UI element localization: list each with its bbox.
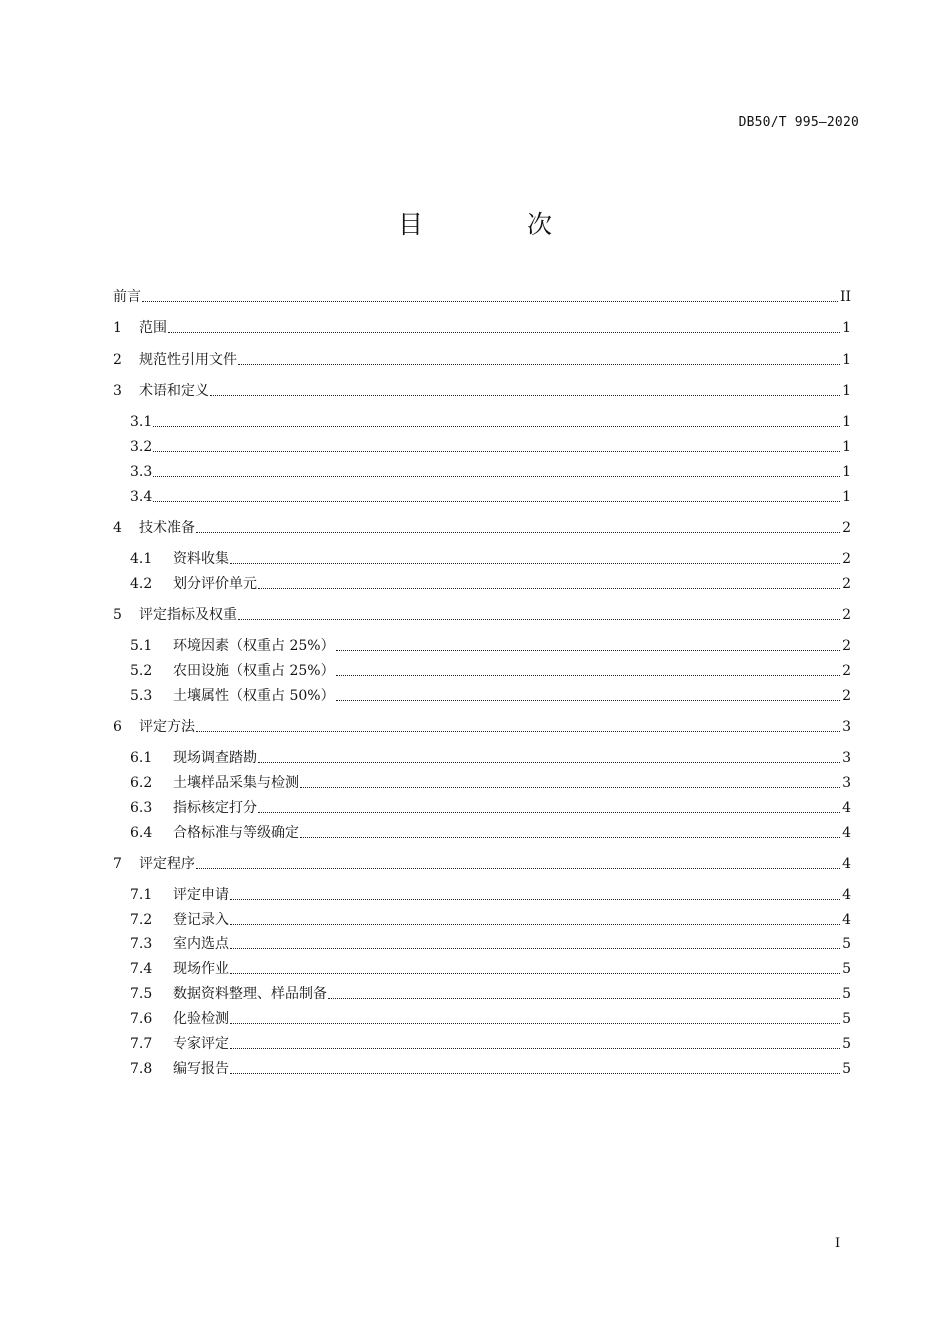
toc-entry-number: 7.5 bbox=[130, 986, 153, 1002]
toc-entry-number: 7.4 bbox=[130, 961, 153, 977]
toc-entry-number: 7 bbox=[113, 856, 122, 872]
toc-entry[interactable] bbox=[113, 350, 851, 370]
dot-leader bbox=[142, 301, 838, 302]
toc-entry[interactable] bbox=[113, 605, 851, 625]
toc-entry-number: 4.2 bbox=[130, 576, 153, 592]
dot-leader bbox=[336, 650, 841, 651]
dot-leader bbox=[230, 1023, 840, 1024]
toc-entry[interactable] bbox=[130, 748, 851, 768]
toc-entry[interactable] bbox=[130, 1034, 851, 1054]
toc-entry-page: 2 bbox=[842, 576, 851, 592]
toc-entry-number: 3.4 bbox=[130, 489, 153, 505]
dot-leader bbox=[230, 563, 840, 564]
toc-entry[interactable] bbox=[130, 462, 851, 482]
toc-entry[interactable] bbox=[130, 773, 851, 793]
dot-leader bbox=[210, 395, 840, 396]
toc-entry-page: 5 bbox=[842, 1036, 851, 1052]
toc-entry-label: 土壤属性（权重占 50%） bbox=[173, 688, 335, 704]
toc-entry[interactable] bbox=[130, 437, 851, 457]
toc-entry-page: 5 bbox=[842, 936, 851, 952]
toc-entry[interactable] bbox=[130, 910, 851, 930]
toc-entry-number: 7.3 bbox=[130, 936, 153, 952]
toc-entry-number: 6.2 bbox=[130, 775, 153, 791]
toc-entry[interactable] bbox=[130, 412, 851, 432]
toc-entry[interactable] bbox=[113, 287, 851, 307]
toc-entry-label: 数据资料整理、样品制备 bbox=[173, 986, 327, 1002]
toc-entry-page: 3 bbox=[842, 775, 851, 791]
toc-entry[interactable] bbox=[130, 959, 851, 979]
toc-entry-number: 7.2 bbox=[130, 912, 153, 928]
toc-entry-label: 范围 bbox=[139, 320, 167, 336]
toc-entry-number: 6.1 bbox=[130, 750, 153, 766]
toc-entry-page: 5 bbox=[842, 1011, 851, 1027]
dot-leader bbox=[238, 364, 840, 365]
toc-entry-label: 评定程序 bbox=[139, 856, 195, 872]
toc-entry-page: 1 bbox=[842, 383, 851, 399]
toc-entry-label: 化验检测 bbox=[173, 1011, 229, 1027]
dot-leader bbox=[328, 998, 840, 999]
toc-entry-label: 农田设施（权重占 25%） bbox=[173, 663, 335, 679]
dot-leader bbox=[238, 619, 840, 620]
toc-entry[interactable] bbox=[130, 686, 851, 706]
document-code: DB50/T 995—2020 bbox=[738, 115, 859, 130]
toc-entry[interactable] bbox=[130, 1059, 851, 1079]
toc-entry-page: II bbox=[839, 289, 851, 305]
toc-entry[interactable] bbox=[113, 717, 851, 737]
toc-entry-page: 4 bbox=[842, 912, 851, 928]
toc-entry[interactable] bbox=[130, 984, 851, 1004]
dot-leader bbox=[300, 837, 840, 838]
toc-entry-label: 现场调查踏勘 bbox=[173, 750, 257, 766]
toc-entry-page: 2 bbox=[842, 551, 851, 567]
toc-entry-page: 1 bbox=[842, 352, 851, 368]
toc-entry-number: 5 bbox=[113, 607, 122, 623]
toc-entry[interactable] bbox=[130, 885, 851, 905]
toc-entry-page: 5 bbox=[842, 961, 851, 977]
dot-leader bbox=[230, 973, 840, 974]
page-number: I bbox=[835, 1236, 841, 1251]
dot-leader bbox=[258, 762, 840, 763]
toc-entry-number: 5.2 bbox=[130, 663, 153, 679]
toc-entry-page: 4 bbox=[842, 856, 851, 872]
dot-leader bbox=[230, 1073, 840, 1074]
toc-title: 目 次 bbox=[398, 210, 600, 239]
dot-leader bbox=[196, 731, 840, 732]
toc-entry-label: 技术准备 bbox=[139, 520, 195, 536]
toc-entry-number: 6.3 bbox=[130, 800, 153, 816]
dot-leader bbox=[300, 787, 840, 788]
dot-leader bbox=[258, 588, 840, 589]
toc-entry[interactable] bbox=[113, 854, 851, 874]
toc-entry-number: 3.3 bbox=[130, 464, 153, 480]
toc-entry[interactable] bbox=[130, 798, 851, 818]
toc-entry[interactable] bbox=[130, 661, 851, 681]
toc-entry-page: 2 bbox=[842, 638, 851, 654]
toc-entry[interactable] bbox=[113, 381, 851, 401]
toc-entry-label: 编写报告 bbox=[173, 1061, 229, 1077]
toc-entry-page: 5 bbox=[842, 986, 851, 1002]
toc-entry-label: 规范性引用文件 bbox=[139, 352, 237, 368]
toc-entry-label: 环境因素（权重占 25%） bbox=[173, 638, 335, 654]
toc-entry-number: 3.2 bbox=[130, 439, 153, 455]
toc-entry-page: 4 bbox=[842, 800, 851, 816]
toc-entry-page: 5 bbox=[842, 1061, 851, 1077]
toc-entry-label: 现场作业 bbox=[173, 961, 229, 977]
dot-leader bbox=[258, 812, 840, 813]
toc-entry-label: 专家评定 bbox=[173, 1036, 229, 1052]
toc-entry-label: 指标核定打分 bbox=[173, 800, 257, 816]
dot-leader bbox=[168, 332, 840, 333]
toc-entry[interactable] bbox=[130, 934, 851, 954]
dot-leader bbox=[230, 1048, 840, 1049]
toc-entry-number: 4 bbox=[113, 520, 122, 536]
toc-entry-number: 5.1 bbox=[130, 638, 153, 654]
toc-entry[interactable] bbox=[113, 518, 851, 538]
toc-entry-page: 4 bbox=[842, 825, 851, 841]
toc-entry-number: 3.1 bbox=[130, 414, 153, 430]
dot-leader bbox=[336, 675, 841, 676]
toc-entry-number: 6 bbox=[113, 719, 122, 735]
toc-entry-label: 合格标准与等级确定 bbox=[173, 825, 299, 841]
dot-leader bbox=[196, 868, 840, 869]
toc-entry-label: 评定指标及权重 bbox=[139, 607, 237, 623]
toc-entry-page: 1 bbox=[842, 320, 851, 336]
toc-entry-number: 2 bbox=[113, 352, 122, 368]
dot-leader bbox=[196, 532, 840, 533]
toc-entry-number: 1 bbox=[113, 320, 122, 336]
dot-leader bbox=[230, 924, 840, 925]
dot-leader bbox=[153, 501, 840, 502]
toc-entry[interactable] bbox=[130, 823, 851, 843]
toc-entry-page: 4 bbox=[842, 887, 851, 903]
toc-entry-page: 1 bbox=[842, 464, 851, 480]
toc-entry[interactable] bbox=[130, 574, 851, 594]
toc-entry-number: 7.8 bbox=[130, 1061, 153, 1077]
dot-leader bbox=[153, 426, 840, 427]
toc-entry-page: 1 bbox=[842, 439, 851, 455]
toc-entry-number: 7.6 bbox=[130, 1011, 153, 1027]
toc-entry[interactable] bbox=[130, 636, 851, 656]
toc-entry-label: 评定申请 bbox=[173, 887, 229, 903]
toc-entry[interactable] bbox=[113, 318, 851, 338]
toc-entry-number: 5.3 bbox=[130, 688, 153, 704]
toc-entry-label: 室内选点 bbox=[173, 936, 229, 952]
toc-entry[interactable] bbox=[130, 549, 851, 569]
toc-entry-label: 划分评价单元 bbox=[173, 576, 257, 592]
toc-entry-page: 3 bbox=[842, 719, 851, 735]
toc-entry[interactable] bbox=[130, 1009, 851, 1029]
toc-entry-page: 2 bbox=[842, 607, 851, 623]
toc-entry-page: 3 bbox=[842, 750, 851, 766]
dot-leader bbox=[153, 451, 840, 452]
toc-entry-number: 6.4 bbox=[130, 825, 153, 841]
toc-entry-page: 2 bbox=[842, 520, 851, 536]
toc-entry-number: 7.1 bbox=[130, 887, 153, 903]
dot-leader bbox=[336, 700, 841, 701]
toc-entry-label: 土壤样品采集与检测 bbox=[173, 775, 299, 791]
toc-entry-label: 评定方法 bbox=[139, 719, 195, 735]
dot-leader bbox=[153, 476, 840, 477]
toc-entry-number: 7.7 bbox=[130, 1036, 153, 1052]
toc-entry-page: 2 bbox=[842, 688, 851, 704]
toc-entry-page: 1 bbox=[842, 489, 851, 505]
toc-entry-number: 3 bbox=[113, 383, 122, 399]
dot-leader bbox=[230, 899, 840, 900]
toc-entry-label: 登记录入 bbox=[173, 912, 229, 928]
toc-entry-page: 2 bbox=[842, 663, 851, 679]
dot-leader bbox=[230, 948, 840, 949]
toc-entry-number: 4.1 bbox=[130, 551, 153, 567]
toc-entry-label: 前言 bbox=[113, 289, 141, 305]
toc-entry-label: 术语和定义 bbox=[139, 383, 209, 399]
toc-entry-page: 1 bbox=[842, 414, 851, 430]
toc-entry-label: 资料收集 bbox=[173, 551, 229, 567]
toc-entry[interactable] bbox=[130, 487, 851, 507]
